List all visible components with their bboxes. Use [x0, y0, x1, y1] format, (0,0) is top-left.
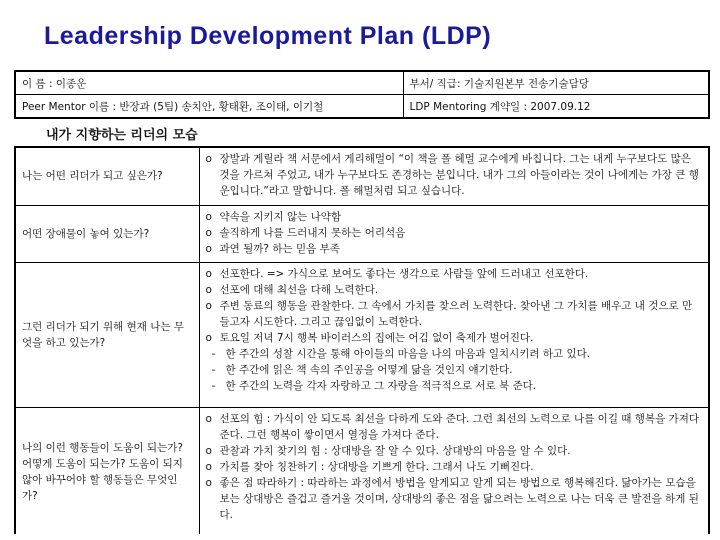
answer-text: 관찰과 가치 찾기의 힘 : 상대방을 잘 알 수 있다. 상대방의 마음을 알 수 있다.	[219, 444, 571, 457]
name-cell: 이 름 : 이종운	[15, 71, 403, 95]
answer-text: 한 주간의 노력을 각자 자랑하고 그 자랑을 적극적으로 서로 북 준다.	[225, 379, 537, 392]
plan-row	[15, 407, 709, 537]
leader-plan-table	[14, 146, 710, 538]
bullet-item	[206, 209, 703, 225]
info-row	[15, 95, 709, 119]
bullet-item	[206, 151, 703, 199]
answer-text: 한 주간에 읽은 책 속의 주인공을 어떻게 닮을 것인지 얘기한다.	[225, 363, 513, 376]
question-cell: 나의 이런 행동들이 도움이 되는가? 어떻게 도움이 되는가? 도움이 되지 않아 바꾸어야 할 행동들은 무엇인가?	[15, 407, 199, 537]
question-cell: 어떤 장애물이 놓여 있는가?	[15, 205, 199, 262]
plan-row	[15, 262, 709, 407]
answer-text: 약속을 지키지 않는 나약함	[219, 210, 342, 223]
slide-bottom-edge	[0, 534, 720, 540]
info-row	[15, 71, 709, 95]
answer-text: 토요일 저녁 7시 행복 바이러스의 집에는 어김 없이 축제가 벌어진다.	[219, 331, 534, 344]
circle-bullet-icon: o	[205, 299, 212, 312]
dash-bullet-icon: -	[211, 347, 216, 360]
department-cell: 부서/ 직급: 기술지원본부 전송기술담당	[403, 71, 709, 95]
answer-text: 장발과 게릴라 책 서문에서 게리해멀이 “이 책을 폴 헤멀 교수에게 바칩니다. 그는 내게 누구보다도 많은 것을 가르쳐 주었고, 내가 누구보다도 존경하는 분입니다. 내가 그의 아들이라는 것이 나에게는 가장 큰 행운입니다.”라고 말합니다. 폴 해멀처럼 되고 싶습니다.	[219, 153, 699, 197]
circle-bullet-icon: o	[205, 331, 212, 344]
bullet-item	[206, 459, 703, 475]
bullet-item	[206, 266, 703, 282]
bullet-item	[206, 298, 703, 330]
question-cell: 그런 리더가 되기 위해 현재 나는 무엇을 하고 있는가?	[15, 262, 199, 407]
page-title: Leadership Development Plan (LDP)	[44, 22, 492, 50]
peer-mentor-cell: Peer Mentor 이름 : 반장과 (5팀) 송치안, 황태환, 조이태, 이기철	[15, 95, 403, 119]
dash-item	[206, 362, 703, 378]
bullet-item	[206, 225, 703, 241]
circle-bullet-icon: o	[205, 210, 212, 223]
answer-text: 가치를 찾아 칭찬하기 : 상대방을 기쁘게 한다. 그래서 나도 기뻐진다.	[219, 460, 534, 473]
bullet-item	[206, 282, 703, 298]
circle-bullet-icon: o	[205, 476, 212, 489]
circle-bullet-icon: o	[205, 242, 212, 255]
bullet-item	[206, 411, 703, 443]
circle-bullet-icon: o	[205, 153, 212, 165]
section-title: 내가 지향하는 리더의 모습	[46, 128, 198, 143]
plan-row	[15, 205, 709, 262]
circle-bullet-icon: o	[205, 412, 212, 425]
contract-date-cell: LDP Mentoring 계약일 : 2007.09.12	[403, 95, 709, 119]
answer-text: 솔직하게 나를 드러내지 못하는 어리석음	[219, 226, 406, 239]
dash-item	[206, 378, 703, 394]
answer-text: 선포의 힘 : 가식이 안 되도록 최선을 다하게 도와 준다. 그런 최선의 노력으로 나를 이길 때 행복을 가져다 준다. 그런 행복이 쌓이면서 열정을 가져다 준다.	[219, 412, 699, 441]
answer-text: 과연 될까? 하는 믿음 부족	[219, 242, 340, 255]
info-table	[14, 70, 710, 119]
bullet-item	[206, 475, 703, 523]
bullet-item	[206, 241, 703, 257]
circle-bullet-icon: o	[205, 267, 212, 280]
answer-text: 좋은 점 따라하기 : 따라하는 과정에서 방법을 알게되고 알게 되는 방법으로 행복해진다. 닮아가는 모습을 보는 상대방은 즐겁고 즐거울 것이며, 상대방의 좋은 점을 닮으려는 노력으로 나는 더욱 큰 발전을 하게 된다.	[219, 476, 699, 521]
bullet-item	[206, 330, 703, 346]
answer-cell	[199, 262, 709, 407]
circle-bullet-icon: o	[205, 226, 212, 239]
circle-bullet-icon: o	[205, 460, 212, 473]
answer-text: 한 주간의 성찰 시간을 통해 아이들의 마음을 나의 마음과 일치시키려 하고 있다.	[225, 347, 591, 360]
answer-text: 선포한다. => 가식으로 보여도 좋다는 생각으로 사람들 앞에 드러내고 선포한다.	[219, 267, 589, 280]
answer-cell	[199, 407, 709, 537]
answer-text: 주변 동료의 행동을 관찰한다. 그 속에서 가치를 찾으려 노력한다. 찾아낸 그 가치를 배우고 내 것으로 만들고자 시도한다. 그리고 끊임없이 노력한다.	[219, 299, 693, 328]
dash-bullet-icon: -	[211, 363, 216, 376]
answer-text: 선포에 대해 최선을 다해 노력한다.	[219, 283, 379, 296]
bullet-item	[206, 443, 703, 459]
dash-item	[206, 346, 703, 362]
answer-cell	[199, 205, 709, 262]
circle-bullet-icon: o	[205, 444, 212, 457]
question-cell: 나는 어떤 리더가 되고 싶은가?	[15, 147, 199, 205]
plan-row	[15, 147, 709, 205]
answer-cell	[199, 147, 709, 205]
dash-bullet-icon: -	[211, 379, 216, 392]
circle-bullet-icon: o	[205, 283, 212, 296]
